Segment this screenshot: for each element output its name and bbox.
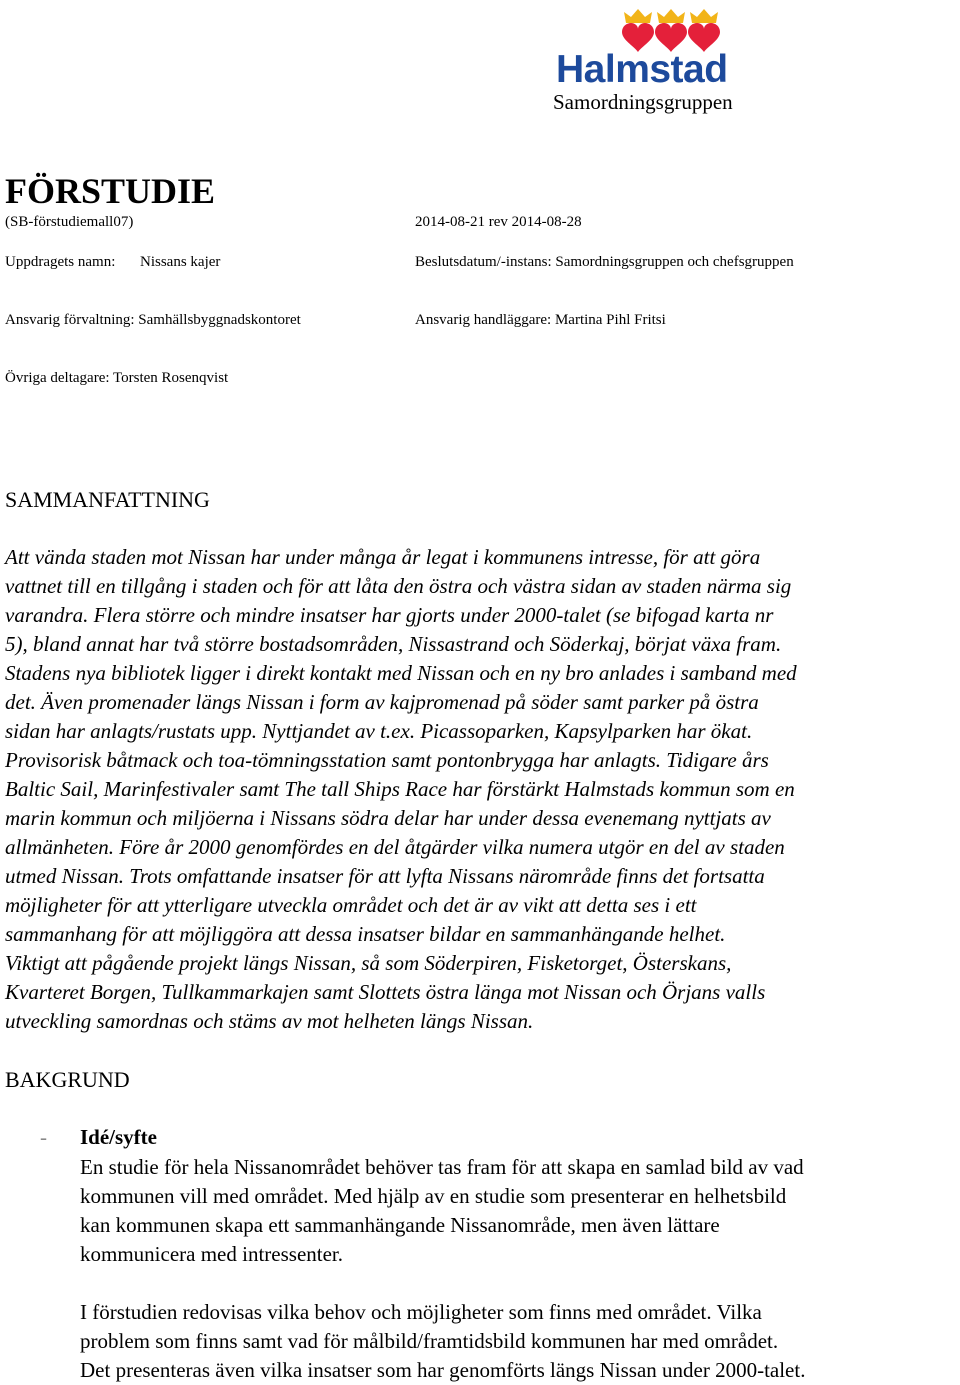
crown-icon: [690, 9, 718, 23]
summary-line: sammanhang för att möjliggöra att dessa insatser bildar en sammanhängande helhet.: [5, 922, 726, 946]
decision-info: Beslutsdatum/-instans: Samordningsgruppen och chefsgruppen: [415, 254, 794, 270]
paragraph-line: En studie för hela Nissanområdet behöver tas fram för att skapa en samlad bild av vad: [80, 1155, 804, 1179]
summary-line: det. Även promenader längs Nissan i form av kajpromenad på söder samt parker på östra: [5, 690, 759, 714]
paragraph-line: kommunen vill med området. Med hjälp av en studie som presenterar en helhetsbild: [80, 1184, 787, 1208]
responsible-administration: Ansvarig förvaltning: Samhällsbyggnadskontoret: [5, 312, 301, 328]
summary-heading: SAMMANFATTNING: [5, 487, 210, 512]
summary-line: sidan har anlagts/rustats upp. Nyttjandet av t.ex. Picassoparken, Kapsylparken har ökat.: [5, 719, 753, 743]
summary-line: Baltic Sail, Marinfestivaler samt The tall Ships Race har förstärkt Halmstads kommun som en: [5, 777, 795, 801]
template-reference: (SB-förstudiemall07): [5, 214, 134, 230]
summary-line: Att vända staden mot Nissan har under många år legat i kommunens intresse, för att göra: [5, 545, 761, 569]
logo-wordmark: Halmstad: [556, 48, 728, 91]
purpose-heading: Idé/syfte: [80, 1125, 157, 1149]
crown-icon: [624, 9, 652, 23]
document-date: 2014-08-21 rev 2014-08-28: [415, 214, 582, 230]
summary-line: utveckling samordnas och stäms av mot helheten längs Nissan.: [5, 1009, 534, 1033]
summary-line: 5), bland annat har två större bostadsområden, Nissastrand och Söderkaj, börjat växa fram.: [5, 632, 782, 656]
paragraph-line: I förstudien redovisas vilka behov och möjligheter som finns med området. Vilka: [80, 1300, 762, 1324]
purpose-paragraph: [80, 1153, 960, 1269]
paragraph-line: Det presenteras även vilka insatser som har genomförts längs Nissan under 2000-talet.: [80, 1358, 806, 1382]
other-participants: Övriga deltagare: Torsten Rosenqvist: [5, 370, 229, 386]
summary-line: varandra. Flera större och mindre insatser har gjorts under 2000-talet (se bifogad karta nr: [5, 603, 774, 627]
summary-line: marin kommun och miljöerna i Nissans södra delar har under dessa evenemang nyttjats av: [5, 806, 771, 830]
responsible-officer: Ansvarig handläggare: Martina Pihl Fritsi: [415, 312, 666, 328]
paragraph-line: kan kommunen skapa ett sammanhängande Nissanområde, men även lättare: [80, 1213, 720, 1237]
document-title: FÖRSTUDIE: [5, 171, 216, 211]
crown-icon: [624, 9, 718, 23]
summary-line: Provisorisk båtmack och toa-tömningsstation samt pontonbrygga har anlagts. Tidigare års: [5, 748, 769, 772]
summary-paragraph: [5, 543, 960, 1036]
summary-line: Kvarteret Borgen, Tullkammarkajen samt Slottets östra länga mot Nissan och Örjans valls: [5, 980, 766, 1004]
summary-line: vattnet till en tillgång i staden och för att låta den östra och västra sidan av staden närma sig: [5, 574, 792, 598]
assignment-label: Uppdragets namn:: [5, 254, 116, 270]
paragraph-line: kommunicera med intressenter.: [80, 1242, 344, 1266]
summary-line: Stadens nya bibliotek ligger i direkt kontakt med Nissan och en ny bro anlades i samband med: [5, 661, 797, 685]
crown-icon: [657, 9, 685, 23]
summary-line: Viktigt att pågående projekt längs Nissan, så som Söderpiren, Fisketorget, Österskans,: [5, 951, 732, 975]
assignment-value: Nissans kajer: [140, 254, 221, 270]
organization-name: Samordningsgruppen: [553, 90, 733, 114]
summary-line: möjligheter för att ytterligare utveckla området och det är av vikt att detta ses i ett: [5, 893, 697, 917]
prestudy-paragraph: [80, 1298, 960, 1385]
summary-line: utmed Nissan. Trots omfattande insatser för att lyfta Nissans närområde finns det fortsatta: [5, 864, 765, 888]
summary-line: allmänheten. Före år 2000 genomfördes en del åtgärder vilka numera utgör en del av staden: [5, 835, 785, 859]
background-heading: BAKGRUND: [5, 1067, 130, 1092]
bullet-dash: -: [40, 1125, 47, 1149]
paragraph-line: problem som finns samt vad för målbild/framtidsbild kommunen har med området.: [80, 1329, 779, 1353]
